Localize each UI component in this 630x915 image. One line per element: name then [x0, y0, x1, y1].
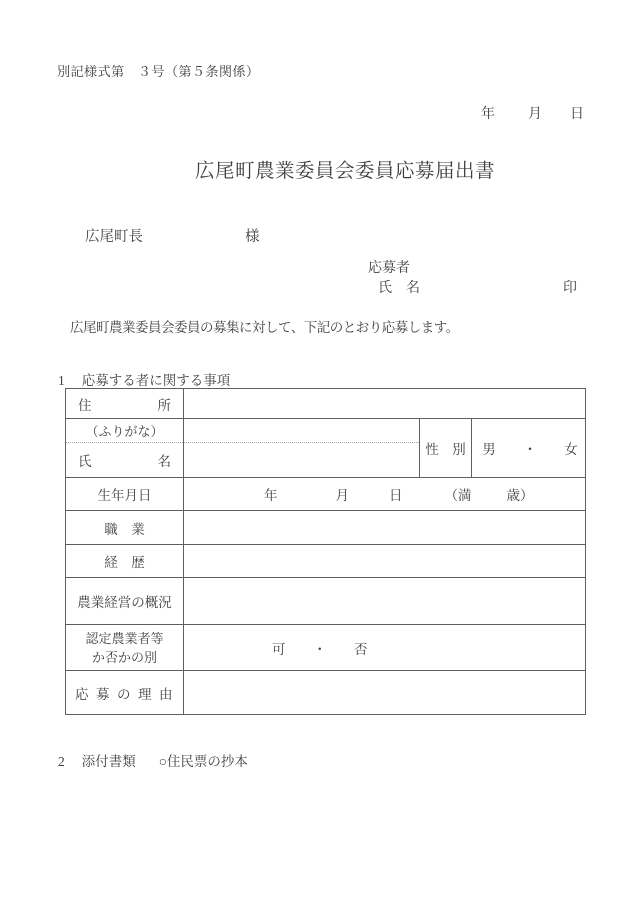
- reason-label-cell: 応募の理由: [66, 671, 184, 715]
- section1-number: 1: [58, 373, 65, 388]
- name-label-last: 名: [157, 454, 171, 469]
- career-label-cell: 経 歴: [66, 545, 184, 578]
- furigana-label: （ふりがな）: [66, 419, 183, 443]
- birthdate-row: [66, 478, 586, 511]
- gender-value-cell: 男 ・ 女: [472, 419, 586, 478]
- applicant-label: 応募者: [368, 261, 410, 276]
- birth-age-close: 歳）: [506, 488, 534, 503]
- birth-day-label: 日: [389, 488, 403, 503]
- reason-value-cell: [184, 671, 586, 715]
- address-label-first: 住: [78, 397, 92, 413]
- farm-overview-label-cell: 農業経営の概況: [66, 578, 184, 625]
- applicant-name-label: 氏 名: [378, 281, 420, 296]
- career-row: [66, 545, 586, 578]
- date-day-label: 日: [570, 107, 584, 122]
- reason-row: [66, 671, 586, 715]
- certified-farmer-row: [66, 625, 586, 671]
- document-title: 広尾町農業委員会委員応募届出書: [195, 161, 496, 182]
- career-value-cell: [184, 545, 586, 578]
- name-value-area: [184, 443, 419, 477]
- name-label-cell: [66, 419, 184, 478]
- birth-age-open: （満: [444, 488, 472, 503]
- occupation-label-cell: 職 業: [66, 511, 184, 545]
- farm-overview-value-cell: [184, 578, 586, 625]
- applicant-block: [368, 259, 577, 299]
- addressee-name: 広尾町長: [85, 229, 143, 245]
- address-label-cell: [66, 389, 184, 419]
- name-label-first: 氏: [78, 454, 92, 469]
- name-value-cell: [184, 419, 420, 478]
- name-label: [66, 443, 183, 477]
- seal-label: 印: [563, 281, 577, 296]
- birth-month-label: 月: [335, 488, 349, 503]
- birth-year-label: 年: [264, 488, 278, 503]
- addressee-line: [85, 225, 260, 246]
- address-value-cell: [184, 389, 586, 419]
- applicant-info-table: [65, 388, 586, 715]
- section2-heading: [58, 750, 248, 770]
- form-number: 別記様式第 ３号（第５条関係）: [57, 64, 260, 79]
- farm-overview-row: [66, 578, 586, 625]
- address-row: [66, 389, 586, 419]
- certified-farmer-value-cell: 可 ・ 否: [184, 625, 586, 671]
- section1-title: 応募する者に関する事項: [81, 373, 231, 388]
- section2-title: 添付書類: [81, 754, 136, 769]
- certified-label-line1: 認定農業者等: [85, 630, 164, 646]
- date-line: [481, 103, 584, 123]
- section1-heading: [58, 369, 230, 389]
- date-month-label: 月: [528, 107, 542, 122]
- occupation-row: [66, 511, 586, 545]
- birthdate-label-cell: 生年月日: [66, 478, 184, 511]
- birthdate-value-cell: [184, 478, 586, 511]
- occupation-value-cell: [184, 511, 586, 545]
- applicant-name-line: [368, 279, 577, 299]
- name-row: [66, 419, 586, 478]
- certified-label-line2: か否かの別: [91, 649, 157, 665]
- date-year-label: 年: [481, 107, 495, 122]
- statement-text: 広尾町農業委員会委員の募集に対して、下記のとおり応募します。: [70, 320, 459, 335]
- certified-farmer-label-cell: [66, 625, 184, 671]
- furigana-value-cell: [184, 419, 419, 443]
- address-label-last: 所: [157, 397, 171, 413]
- section2-number: 2: [58, 754, 65, 769]
- gender-label-cell: 性 別: [420, 419, 472, 478]
- addressee-honorific: 様: [245, 229, 260, 245]
- section2-attachment-item: ○住民票の抄本: [158, 754, 248, 769]
